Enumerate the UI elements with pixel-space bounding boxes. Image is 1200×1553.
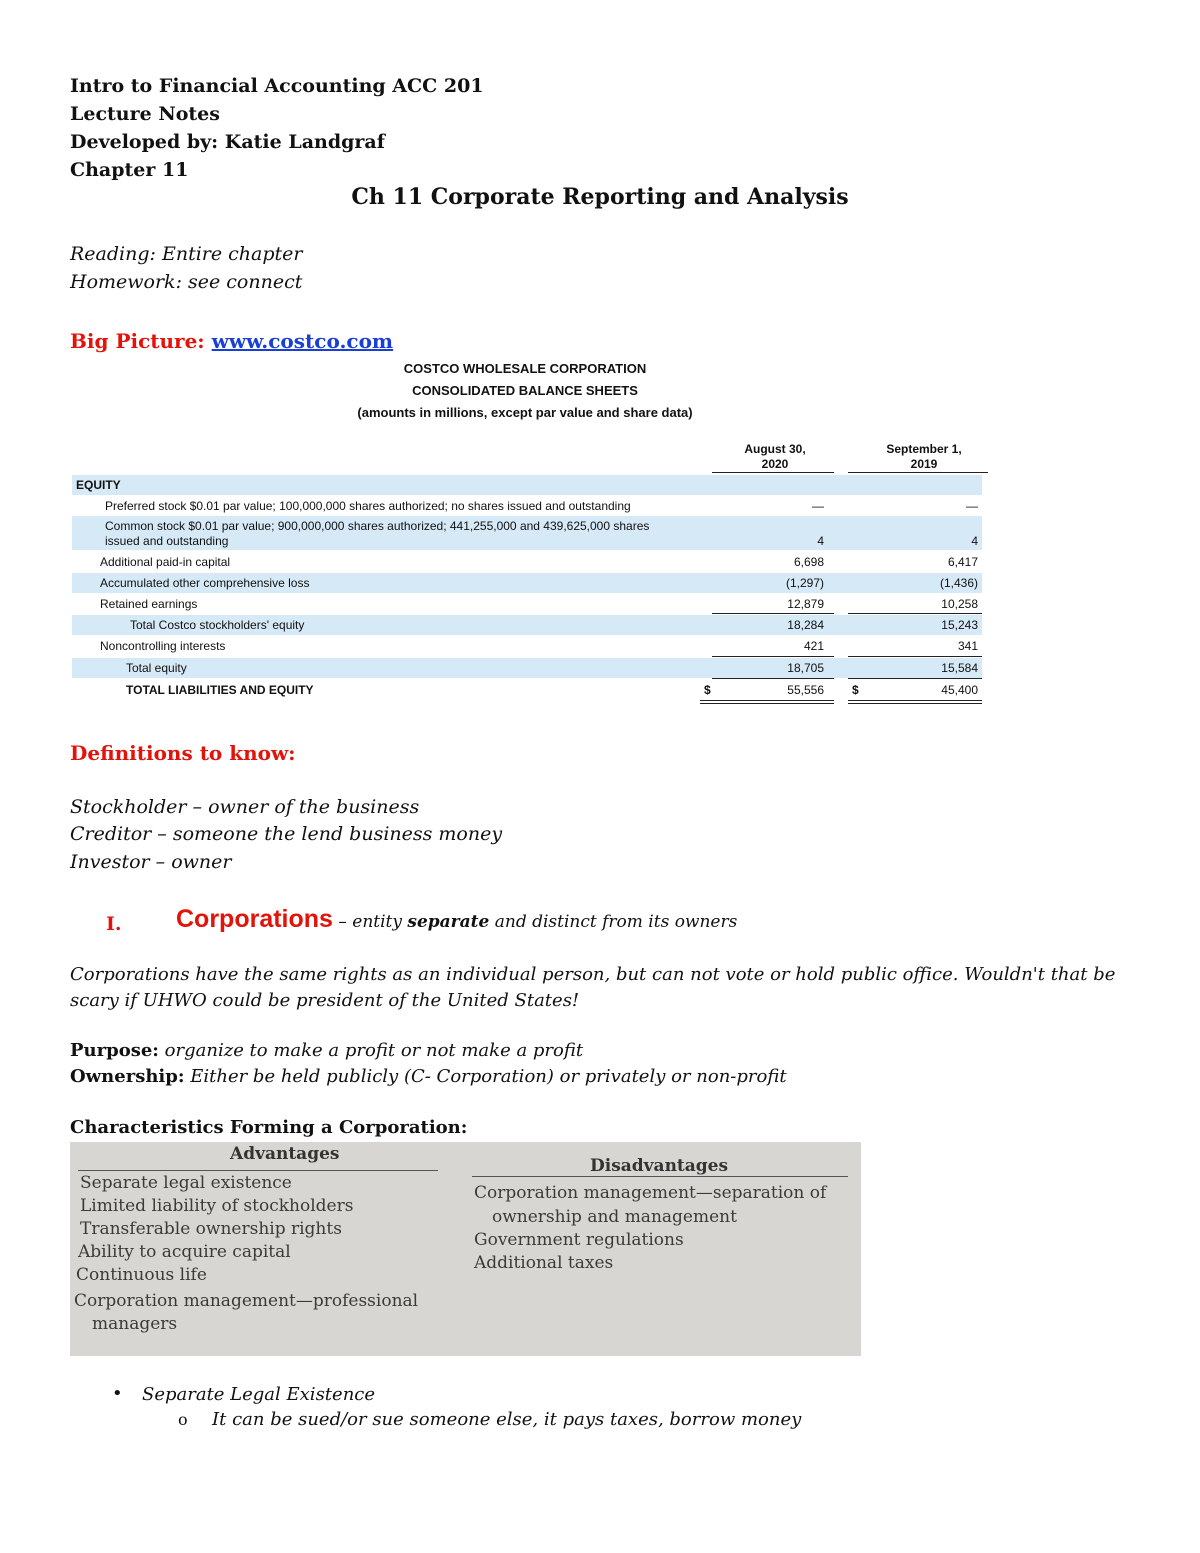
bs-currency-2020: $	[704, 683, 711, 697]
bs-underline	[712, 678, 834, 679]
author-line: Developed by: Katie Landgraf	[70, 131, 385, 153]
corporations-heading: Corporations	[176, 905, 333, 933]
advantage-item: Continuous life	[76, 1265, 207, 1285]
bs-col-2020	[720, 442, 830, 472]
corporations-dash: – entity	[332, 912, 408, 932]
bs-row-label: Preferred stock $0.01 par value; 100,000,000 shares authorized; no shares issued and outstanding	[105, 499, 631, 513]
bs-statement: CONSOLIDATED BALANCE SHEETS	[412, 383, 638, 398]
purpose-text: organize to make a profit or not make a profit	[158, 1040, 584, 1061]
advantages-title: Advantages	[230, 1144, 340, 1164]
table-row	[72, 552, 982, 572]
bs-underline	[848, 678, 982, 679]
reading-line: Reading: Entire chapter	[70, 243, 303, 265]
bs-row-2020: 12,879	[787, 597, 824, 611]
bs-row-label-cont: issued and outstanding	[105, 534, 229, 548]
bs-row-label: Total Costco stockholders' equity	[130, 618, 305, 632]
costco-link[interactable]: www.costco.com	[211, 329, 394, 353]
bs-underline	[712, 656, 834, 657]
bs-col-2019-line1: September 1,	[886, 442, 962, 456]
bs-row-2020: 4	[817, 534, 824, 548]
bs-double-underline	[848, 700, 982, 701]
disadvantages-title: Disadvantages	[590, 1156, 729, 1176]
advantage-item: Corporation management—professional	[74, 1291, 419, 1311]
bs-row-2020: 18,284	[787, 618, 824, 632]
advantage-item: Transferable ownership rights	[80, 1219, 342, 1239]
bs-row-label: Additional paid-in capital	[100, 555, 231, 569]
sub-bullet-item: It can be sued/or sue someone else, it pays taxes, borrow money	[212, 1409, 802, 1430]
section-numeral: I.	[106, 913, 122, 935]
ownership-label: Ownership:	[70, 1066, 185, 1087]
bs-double-underline	[700, 700, 834, 701]
bs-double-underline	[848, 703, 982, 704]
bs-col-2020-line2: 2020	[761, 457, 789, 471]
bs-underline	[848, 613, 982, 614]
sub-bullet-icon: o	[178, 1410, 188, 1429]
definitions-heading: Definitions to know:	[70, 741, 296, 765]
bs-section-row	[72, 475, 982, 495]
bs-row-2020: 55,556	[787, 683, 824, 697]
table-row	[72, 573, 982, 593]
advantages-rule	[78, 1170, 438, 1171]
corporations-bold-word: separate	[407, 912, 490, 932]
ownership-line	[70, 1066, 787, 1087]
bs-currency-2019: $	[852, 683, 859, 697]
bs-row-2019: —	[966, 499, 978, 513]
table-row	[72, 636, 982, 656]
bs-row-2019: 6,417	[947, 555, 978, 569]
disadvantage-item: Additional taxes	[474, 1253, 614, 1273]
advantage-item: managers	[92, 1314, 178, 1334]
advantage-item: Limited liability of stockholders	[80, 1196, 354, 1216]
bs-row-2019: 15,584	[941, 661, 978, 675]
disadvantage-item: ownership and management	[492, 1207, 737, 1227]
table-row	[72, 680, 982, 700]
big-picture-label: Big Picture:	[70, 329, 205, 353]
purpose-line	[70, 1040, 583, 1061]
bs-col-2019	[862, 442, 986, 472]
characteristics-table	[70, 1142, 861, 1356]
definition-item: Creditor – someone the lend business money	[70, 823, 503, 845]
table-row	[72, 615, 982, 635]
bs-row-2020: 421	[803, 639, 824, 653]
corporations-rest: and distinct from its owners	[489, 912, 738, 932]
bs-col-2020-underline	[712, 472, 834, 473]
corporations-heading-line	[176, 905, 737, 934]
corporations-paragraph: Corporations have the same rights as an individual person, but can not vote or hold public office. Wouldn't that be scary if UHWO could be president of the United States!	[70, 964, 1116, 1011]
bullet-icon: •	[112, 1383, 123, 1404]
bs-note: (amounts in millions, except par value and share data)	[357, 405, 693, 420]
bs-section-label: EQUITY	[76, 478, 121, 492]
disadvantage-item: Corporation management—separation of	[474, 1183, 827, 1203]
advantage-item: Ability to acquire capital	[78, 1242, 291, 1262]
characteristics-heading: Characteristics Forming a Corporation:	[70, 1117, 468, 1138]
bullet-item: Separate Legal Existence	[142, 1384, 376, 1405]
disadvantages-rule	[472, 1176, 848, 1177]
course-title: Intro to Financial Accounting ACC 201	[70, 75, 484, 97]
bs-row-2019: 45,400	[941, 683, 978, 697]
bs-underline	[712, 613, 834, 614]
bs-row-2019: 341	[957, 639, 978, 653]
page-title: Ch 11 Corporate Reporting and Analysis	[351, 184, 849, 210]
bs-row-label: Total equity	[126, 661, 187, 675]
lecture-notes-label: Lecture Notes	[70, 103, 220, 125]
bs-row-2020: —	[812, 499, 824, 513]
table-row	[72, 594, 982, 614]
bs-row-label: Common stock $0.01 par value; 900,000,000 shares authorized; 441,255,000 and 439,625,000 shares	[105, 519, 650, 533]
bs-underline	[848, 656, 982, 657]
bs-row-2019: 15,243	[941, 618, 978, 632]
advantage-item: Separate legal existence	[80, 1173, 292, 1193]
bs-row-2020: 6,698	[793, 555, 824, 569]
definition-item: Investor – owner	[70, 851, 232, 873]
bs-row-2020: 18,705	[787, 661, 824, 675]
bs-company: COSTCO WHOLESALE CORPORATION	[403, 361, 647, 376]
bs-row-2019: 4	[971, 534, 978, 548]
table-row	[72, 658, 982, 678]
bs-double-underline	[700, 703, 834, 704]
bs-row-2019: 10,258	[941, 597, 978, 611]
bs-row-2019: (1,436)	[939, 576, 978, 590]
bs-row-label: Accumulated other comprehensive loss	[100, 576, 310, 590]
bs-col-2020-line1: August 30,	[744, 442, 806, 456]
homework-line: Homework: see connect	[70, 271, 303, 293]
bs-row-label: TOTAL LIABILITIES AND EQUITY	[126, 683, 314, 697]
chapter-label: Chapter 11	[70, 159, 189, 181]
bs-row-label: Retained earnings	[100, 597, 198, 611]
disadvantage-item: Government regulations	[474, 1230, 684, 1250]
bs-col-2019-line2: 2019	[910, 457, 938, 471]
table-row	[72, 496, 982, 516]
bs-row-2020: (1,297)	[785, 576, 824, 590]
ownership-text: Either be held publicly (C- Corporation) or privately or non-profit	[184, 1066, 787, 1087]
purpose-label: Purpose:	[70, 1040, 159, 1061]
bs-row-label: Noncontrolling interests	[100, 639, 226, 653]
big-picture-heading	[70, 329, 393, 353]
table-row	[72, 516, 982, 550]
definition-item: Stockholder – owner of the business	[70, 796, 420, 818]
bs-col-2019-underline	[848, 472, 988, 473]
